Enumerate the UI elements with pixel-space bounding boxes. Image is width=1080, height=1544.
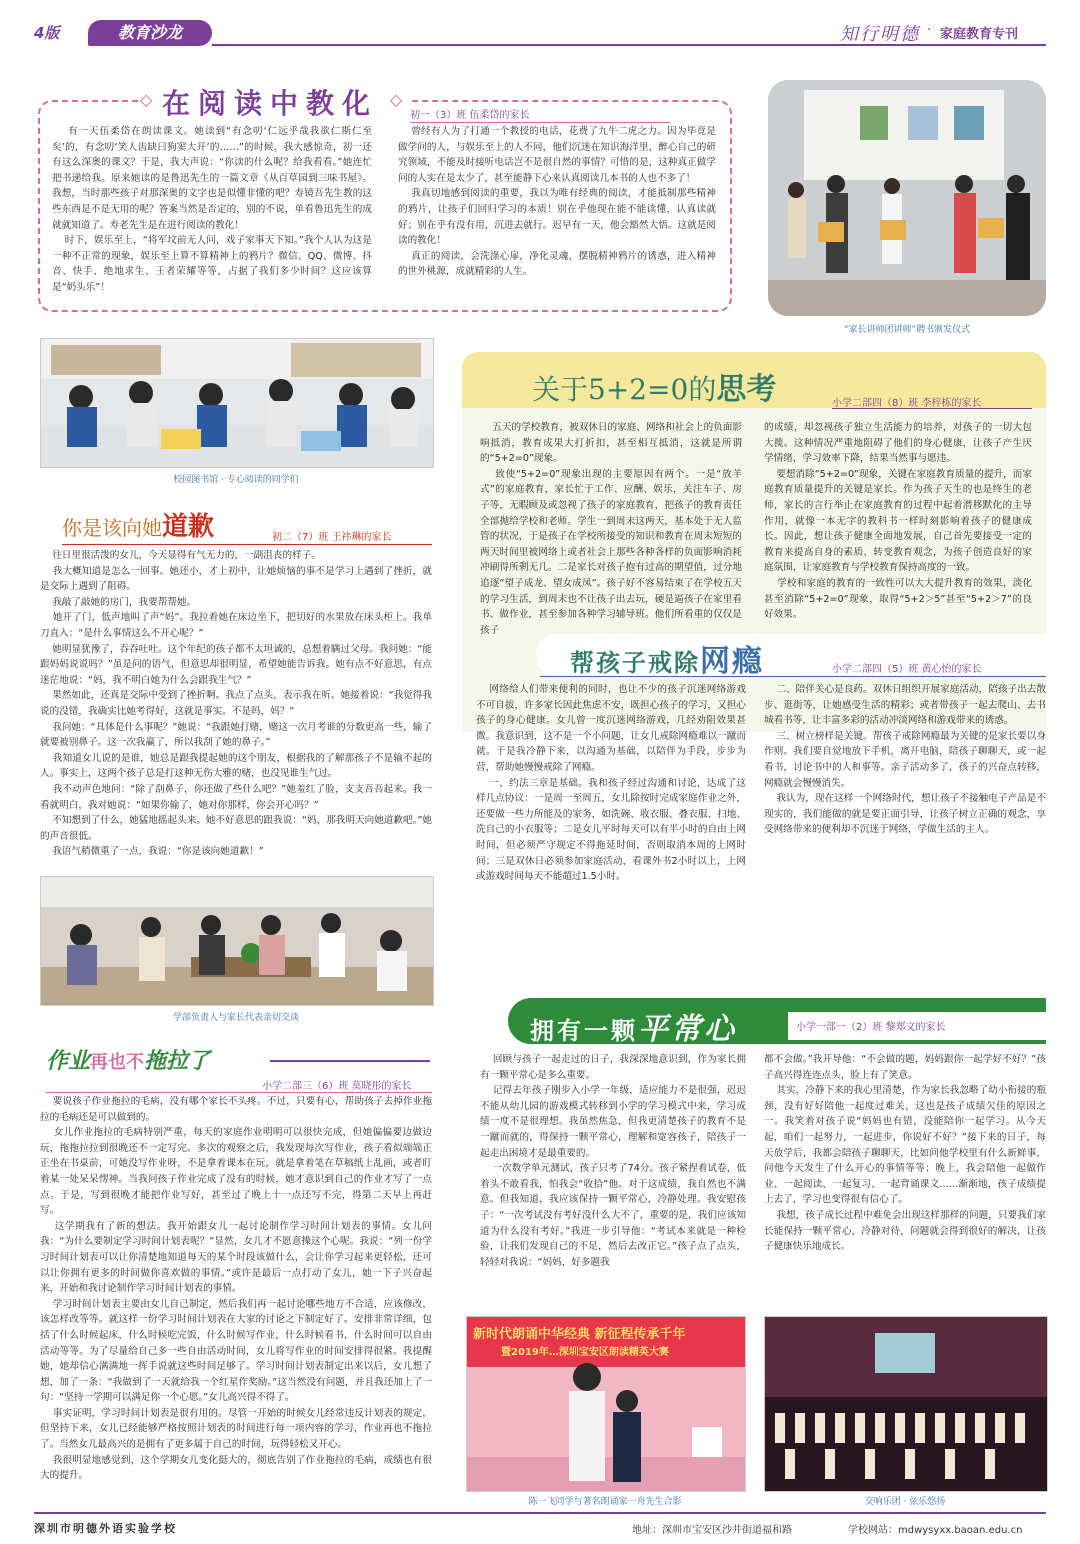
homework-title-part3: 拖拉了 xyxy=(144,1049,211,1074)
five-title xyxy=(532,364,776,408)
homework-title xyxy=(46,1044,210,1075)
internet-byline: 小学二部四（5）班 黄心怡的家长 xyxy=(832,664,982,675)
brand-script: 知行明德 xyxy=(840,24,920,45)
calm-title xyxy=(530,1004,737,1048)
calm-byline: 小学一部一（2）班 黎郑文的家长 xyxy=(796,1022,946,1033)
internet-column-2: 二、陪伴关心是良药。双休日组织开展家庭活动，陪孩子出去散步、逛街等，让她感受生活的精彩；或者带孩子一起去爬山、去书城看书等，让丰富多彩的活动冲淡网络和游戏带来的诱惑。 三、树立榜样是关键。帮孩子戒除网瘾最为关键的是家长要以身作则。我们要自觉地放下手机，离开电脑，陪孩子聊聊天，或一起看书，讨论书中的人和事等。亲子活动多了，孩子的兴奋点转移，网瘾就会慢慢消失。 我认为，现在这样一个网络时代，想让孩子不接触电子产品是不现实的，我们能做的就是要正面引导，让孩子树立正确的观念，享受网络带来的便利却不沉迷于网络，学做生活的主人。 xyxy=(764,684,1046,836)
page-header xyxy=(0,18,1080,48)
reading-byline: 初一（3）班 伍柔岱的家长 xyxy=(410,110,530,121)
header-rule xyxy=(212,44,1046,46)
internet-title xyxy=(570,636,764,680)
five-title-part1: 关于5+2=0的 xyxy=(532,373,717,406)
brand-title: 家庭教育专刊 xyxy=(940,27,1019,42)
apology-body: 往日里很活泼的女儿，今天显得有气无力的，一副沮丧的样子。 我大概知道是怎么一回事。她还小，才上初中，让她烦恼的事不是学习上遇到了挫折，就是交际上遇到了阻碍。 我敲了敲她的房门，我要帮帮她。 她开了门，低声地叫了声“妈”。我拉着她在床边坐下，把切好的水果放在床头柜上。我单刀直入：“是什么事情这么不开心呢？” 她明显犹豫了，吞吞吐吐。这个年纪的孩子都不太坦诚的，总想着瞒过父母。我问她：“能跟妈妈说说吗？”虽是问的语气，但意思却很明显，希望她能告诉我。她有点不好意思，有点迷茫地说：“妈，我不明白她为什么会跟我生气？” 果然如此，还真是交际中受到了挫折啊。我点了点头，表示我在听。她接着说：“我觉得我说的没错，我确实比她考得好，这就是事实。不是吗，妈？” 我问她：“具体是什么事呢？”她说：“我跟她打赌，赌这一次月考谁的分数更高一些，输了就要被别鼻子。这一次我赢了，所以我刮了她的鼻子。” 我知道女儿说的是谁，她总是跟我提起她的这个朋友，根据我的了解那孩子不是输不起的人。事实上，这两个孩子总是打这种无伤大雅的赌，也没见谁生气过。 我不动声色地问：“除了刮鼻子，你还做了些什么吧？”她羞红了脸，支支吾吾起来。我一看就明白，我对她说：“如果你输了，她对你那样，你会开心吗？” 不知想到了什么，她猛地摇起头来。她不好意思的跟我说：“妈，那我明天向她道歉吧。”她的声音很低。 我语气稍微重了一点，我说：“你是该向她道歉！” xyxy=(40,550,432,858)
internet-byline-rule xyxy=(540,676,1046,677)
calm-title-part1: 拥有一颗 xyxy=(530,1017,638,1045)
library-photo xyxy=(41,339,433,467)
apology-title-rule xyxy=(62,544,432,545)
calm-column-2: 都不会做。”我开导他：“不会做的题，妈妈跟你一起学好不好？”孩子高兴得连连点头，脸上有了笑意。 其实，冷静下来的我心里清楚，作为家长我忽略了幼小衔接的瓶颈，没有好好陪他一起度过难关，这也是孩子成绩欠佳的原因之一。我笑着对孩子说“妈妈也有错，没能陪你一起学习。从今天起，咱们一起努力，一起进步，你说好不好？”接下来的日子，每天放学后，我都会陪孩子聊聊天，比如问他学校里有什么新鲜事，问他今天发生了什么开心的事情等等；晚上，我会陪他一起做作业、一起阅读、一起复习、一起背诵课文……渐渐地，孩子成绩提上去了，学习也变得很有信心了。 我想，孩子成长过程中难免会出现这样那样的问题，只要我们家长能保持一颗平常心，冷静对待，问题就会得到很好的解决，让孩子健康快乐地成长。 xyxy=(764,1054,1046,1253)
footer-address: 地址：深圳市宝安区沙井街道福和路 xyxy=(632,1525,792,1536)
section-title: 教育沙龙 xyxy=(117,23,182,42)
orchestra-caption: 交响乐团 · 弦乐悠扬 xyxy=(864,1497,946,1507)
meeting-caption: 学部负责人与家长代表亲切交谈 xyxy=(172,1013,299,1023)
diamond-icon: ◇ xyxy=(390,90,403,109)
meeting-photo-frame xyxy=(40,876,434,1006)
diamond-icon: ◇ xyxy=(140,90,153,109)
calm-column-1: 回顾与孩子一起走过的日子，我深深地意识到，作为家长拥有一颗平常心是多么重要。 记得去年孩子刚步入小学一年级，适应能力不是很强，迟迟不能从幼儿园的游戏模式转移到小学的学习模式中来，学习成绩一度不是很理想。我虽然焦急，但我更清楚孩子的教育不是一蹴而就的，得保持一颗平常心，理解和宽容孩子，陪孩子一起走出困境才是最重要的。 一次数学单元测试，孩子只考了74分。孩子紧捏着试卷，低着头不敢看我，怕我会“收拾”他。对于这成绩，我自然也不满意。但我知道，我应该保持一颗平常心，冷静处理。我安慰孩子：“一次考试没有考好没什么大不了，重要的是，我们应该知道为什么没有考好。”我进一步引导他：“考试本来就是一种检验，让我们发现自己的不足，然后去改正它。”孩子点了点头，轻轻对我说：“妈妈，好多题我 xyxy=(480,1054,746,1268)
footer-rule xyxy=(34,1512,1046,1514)
apology-byline: 初二（7）班 王祎琳的家长 xyxy=(272,532,392,543)
homework-title-part2: 再也不 xyxy=(90,1052,145,1073)
five-column-1: 五天的学校教育，被双休日的家庭、网络和社会上的负面影响抵消，教育成果大打折扣，甚至相互抵消，这就是所谓的“5+2=0”现象。 致使“5+2=0”现象出现的主要原因有两个。一是“放羊式”的家庭教育，家长忙于工作、应酬、娱乐，关注车子、房子等，无暇顾及或忽视了孩子的家庭教育，把孩子的教育责任全部抛给学校和老师。学生一到周末这两天，基本处于无人监管的状况，于是孩子在学校所接受的知识和教育在周末短短的两天时间里被网络上或者社会上那些各种各样的负面影响消耗冲刷得所剩无几。二是家长对孩子抱有过高的期望值，过分地追逐“望子成龙、望女成凤”。孩子好不容易结束了在学校五天的学习生活，到周末也不让孩子出去玩，硬是逼孩子在家里看书、做作业，甚至参加各种学习辅导班。他们所看重的仅仅是孩子 xyxy=(480,422,742,636)
reading-column-1: 有一天伍柔岱在朗读课文。她读到“有念叨‘仁远乎哉我欲仁斯仁至矣’的，有念叨‘笑人齿缺曰狗窦大开’的……”的时候，我大感惊奇，初一还有这么深奥的课文？于是，我大声说：“你读的什么呢？给我看看。”她连忙把书递给我。原来她读的是鲁迅先生的一篇文章《从百草园到三味书屋》。我想，当时那些孩子对那深奥的文字也是似懂非懂的吧？寿镜吾先生教的这些东西是不是无用的呢？答案当然是否定的，别的不说，单看鲁迅先生的成就就知道了。寿老先生是在进行阅读的教化！ 时下，娱乐至上，“将军坟前无人问，戏子家事天下知。”我个人认为这是一种不正常的现象，娱乐至上算不算精神上的鸦片？微信、QQ、微博、抖音、快手、绝地求生、王者荣耀等等，占据了我们多少时间？这应该算是“奶头乐”！ xyxy=(52,126,372,293)
orchestra-photo-frame xyxy=(764,1316,1048,1492)
apology-title xyxy=(62,506,214,543)
homework-byline-rule xyxy=(46,1092,432,1093)
apology-title-part2: 道歉 xyxy=(162,512,215,542)
calm-title-part2: 平常心 xyxy=(638,1012,737,1047)
brand-dot: · xyxy=(927,22,932,38)
internet-column-1: 网络给人们带来便利的同时，也让不少的孩子沉迷网络游戏不可自拔，许多家长因此焦虑不安，既担心孩子的学习，又担心孩子的身心健康。女儿曾一度沉迷网络游戏，几经劝阻效果甚微。我意识到，这不是一个小问题，让女儿戒除网瘾难以一蹴而就。于是我冷静下来，以沟通为基础，以陪伴为手段，步步为营，帮助她慢慢戒除了网瘾。 一、约法三章是基础。我和孩子经过沟通和讨论，达成了这样几点协议：一是周一至周五，女儿除按时完成家庭作业之外，还要做一些力所能及的家务，如洗碗、收衣服、叠衣服、扫地、洗自己的小衣服等；二是女儿平时每天可以有半小时的自由上网时间，但必须严守规定不得拖延时间，否则取消本周的上网时间；三是双休日必须参加家庭活动，看课外书2小时以上，上网或游戏时间每天不能超过1.5小时。 xyxy=(476,684,746,883)
orchestra-photo xyxy=(765,1317,1047,1491)
ceremony-photo-frame xyxy=(768,80,1046,316)
five-byline-rule xyxy=(832,408,1032,409)
homework-title-part1: 作业 xyxy=(46,1049,91,1074)
five-column-2: 的成绩，却忽视孩子独立生活能力的培养，对孩子的一切大包大揽。这种情况严重地阻碍了他们的身心健康，让孩子产生厌学情绪，学习效率下降，结果当然事与愿违。 要想消除“5+2=0”现象，关键在家庭教育质量的提升，而家庭教育质量提升的关键是家长。作为孩子天生的也是终生的老师，家长的言行举止在家庭教育的过程中起着潜移默化的主导作用，就像一本无字的教科书一样时刻影响着孩子的健康成长。因此，想让孩子健康全面地发展，自己首先要接受一定的教育来提高自身的素质、转变教育观念，为孩子创造良好的家庭氛围，让家庭教育与学校教育保持高度的一致。 学校和家庭的教育的一致性可以大大提升教育的效果，淡化甚至消除“5+2=0”现象，取得“5+2＞5”甚至“5+2＞7”的良好效果。 xyxy=(764,422,1032,621)
section-tab xyxy=(88,20,212,46)
homework-title-rule xyxy=(270,1060,430,1062)
footer-school: 深圳市明德外语实验学校 xyxy=(34,1522,177,1535)
reading-title-plate xyxy=(140,82,410,118)
recital-photo-frame xyxy=(466,1316,746,1492)
recital-caption: 陈一飞同学与著名朗诵家一舟先生合影 xyxy=(528,1497,682,1507)
library-caption: 校园图书馆 · 专心阅读的同学们 xyxy=(173,475,299,485)
apology-title-part1: 你是该向她 xyxy=(62,516,162,540)
internet-title-part1: 帮孩子戒除 xyxy=(570,649,700,677)
meeting-photo xyxy=(41,877,433,1005)
recital-banner-line1: 新时代朗诵中华经典 新征程传承千年 xyxy=(473,1327,686,1342)
footer-website: 学校网站：mdwysyxx.baoan.edu.cn xyxy=(848,1525,1023,1536)
reading-column-2: 曾经有人为了打通一个教授的电话，花费了九牛二虎之力。因为毕竟是做学问的人，与娱乐至上的人不同，他们沉迷在知识海洋里，醉心自己的研究领域，不能及时接听电话岂不是很自然的事情？可惜的是，这种真正做学问的人实在是太少了，甚至能静下心来认真阅读几本书的人也不多了！ 我真切地感到阅读的重要，我以为唯有经典的阅读，才能抵制那些精神的鸦片，让孩子们回归学习的本质！别在乎他现在能不能读懂，认真读就好；别在乎有没有用，沉进去就行。迟早有一天，他会豁然大悟。这就是阅读的教化！ 真正的阅读，会洗涤心扉，净化灵魂，摆脱精神鸦片的诱惑，进入精神的世外桃源，成就精彩的人生。 xyxy=(398,126,716,278)
ceremony-photo xyxy=(768,80,1046,316)
five-byline: 小学二部四（8）班 李梓栋的家长 xyxy=(832,398,982,409)
homework-byline: 小学二部三（6）班 莫晓彤的家长 xyxy=(262,1081,412,1092)
reading-byline-rule xyxy=(410,122,670,123)
ceremony-caption: “家长讲师团讲师”聘书颁发仪式 xyxy=(843,325,971,335)
homework-body: 要说孩子作业拖拉的毛病，没有哪个家长不头疼。不过，只要有心，帮助孩子去掉作业拖拉的毛病还是可以做到的。 女儿作业拖拉的毛病特别严重，每天的家庭作业明明可以很快完成，但她偏偏要边做边玩，拖拖拉拉到很晚还不一定写完。多次的观察之后，我发现每次写作业，孩子看似端端正正坐在书桌前，可她没写作业呀，不是拿着课本在玩，就是拿着笔在草稿纸上乱画，或者盯着某一处呆呆愣神。当我问孩子作业完成了没有的时候，她才意识到自己的作业才写了一点点。于是，写到很晚才能把作业写好，甚至过了晚上十一点还写不完，得第二天早上再赶写。 这学期我有了新的想法。我开始跟女儿一起讨论制作学习时间计划表的事情。女儿问我：“为什么要制定学习时间计划表呢？”显然，女儿才不愿意操这个心呢。我说：“列一份学习时间计划表可以让你清楚地知道每天的某个时段该做什么，会让你学习起来更轻松，还可以让你拥有更多的时间做你喜欢做的事情。”或许是最后一点打动了女儿，她一下子兴奋起来，开始和我讨论制作学习时间计划表的事情。 学习时间计划表主要由女儿自己制定，然后我们再一起讨论哪些地方不合适，应该修改，该怎样改等等。就这样一份学习时间计划表在大家的讨论之下制定好了。安排非常详细，包括了什么时候起床，什么时候吃完饭，什么时候写作业，什么时候看书，什么时间可以自由活动等等。为了尽量给自己多一些自由活动时间，女儿将写作业的时间安排得很紧。我提醒她，她却信心满满地一挥手说就这些时间足够了。学习时间计划表制定出来以后，女儿想了想，加了一条：“我做到了一天就给我一个红星作奖励。”这当然没有问题，并且我还加上了一句：“坚持一学期可以满足你一个心愿。”女儿高兴得不得了。 事实证明，学习时间计划表是很有用的。尽管一开始的时候女儿经常违反计划表的规定，但坚持下来，女儿已经能够严格按照计划表的时间进行每一项内容的学习，作业再也不拖拉了。当然女儿最高兴的是拥有了更多属于自己的时间，玩得轻松又开心。 我很明显地感觉到，这个学期女儿变化挺大的，彻底告别了作业拖拉的毛病，成绩也有很大的提升。 xyxy=(40,1096,432,1482)
internet-title-part2: 网瘾 xyxy=(700,644,764,679)
recital-banner-line2: 暨2019年…深圳宝安区朗读精英大赛 xyxy=(501,1347,669,1358)
library-photo-frame xyxy=(40,338,434,468)
reading-title: 在阅读中教化 xyxy=(162,87,379,120)
five-title-part2: 思考 xyxy=(716,372,777,407)
page-number: 4版 xyxy=(34,24,60,42)
